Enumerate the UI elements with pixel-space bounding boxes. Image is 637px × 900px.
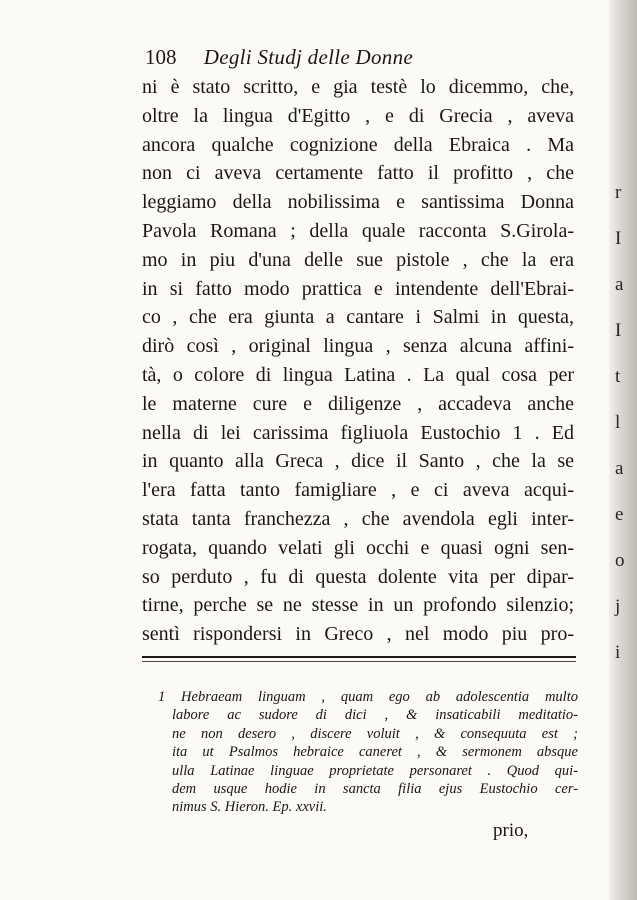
text-line: in si fatto modo prattica e intendente dell'Ebrai-: [142, 277, 574, 300]
text-line: non ci aveva certamente fatto il profitto , che: [142, 162, 574, 185]
text-line: stata tanta franchezza , che avendola egli inter-: [142, 507, 574, 530]
text-line: mo in piu d'una delle sue pistole , che la era: [142, 248, 574, 271]
footnote-line: ita ut Psalmos hebraice caneret , & sermonem absque: [172, 744, 578, 761]
edge-glyph: o: [615, 550, 625, 571]
footnote-rule-thin: [142, 661, 576, 662]
catchword: prio,: [493, 820, 529, 841]
footnote-line: dem usque hodie in sancta filia ejus Eustochio cer-: [172, 780, 578, 797]
footnote-line: ulla Latinae linguae proprietate personaret . Quod qui-: [172, 762, 578, 779]
running-title: Degli Studj delle Donne: [203, 45, 414, 69]
text-line: tà, o colore di lingua Latina . La qual cosa per: [142, 363, 574, 386]
text-line: ni è stato scritto, e gia testè lo dicemmo, che,: [142, 76, 574, 98]
text-line: so perduto , fu di questa dolente vita per dipar-: [142, 565, 574, 588]
edge-glyph: e: [615, 504, 624, 525]
footnote-line: nimus S. Hieron. Ep. xxvii.: [172, 799, 327, 816]
footnote-line: ne non desero , discere voluit , & consequuta est ;: [172, 725, 578, 742]
footnote-rule: [142, 656, 576, 658]
text-line: ancora qualche cognizione della Ebraica . Ma: [142, 133, 574, 156]
text-line: dirò così , original lingua , senza alcuna affini-: [142, 335, 574, 358]
edge-glyph: j: [615, 596, 621, 617]
edge-glyph: a: [615, 274, 624, 295]
page-number: 108: [145, 45, 177, 69]
edge-glyph: I: [615, 320, 622, 341]
edge-glyph: i: [615, 642, 621, 663]
edge-glyph: r: [615, 182, 622, 203]
footnote: [158, 688, 578, 817]
text-line: oltre la lingua d'Egitto , e di Grecia , aveva: [142, 104, 574, 127]
facing-page-letters: [615, 170, 635, 676]
text-line: rogata, quando velati gli occhi e quasi ogni sen-: [142, 536, 574, 559]
edge-glyph: a: [615, 458, 624, 479]
text-line: nella di lei carissima figliuola Eustochio 1 . Ed: [142, 421, 574, 444]
text-line: in quanto alla Greca , dice il Santo , che la se: [142, 450, 574, 473]
text-line: leggiamo della nobilissima e santissima Donna: [142, 191, 574, 214]
text-line: sentì rispondersi in Greco , nel modo piu pro-: [142, 623, 574, 646]
text-line: tirne, perche se ne stesse in un profondo silenzio;: [142, 594, 574, 617]
text-line: l'era fatta tanto famigliare , e ci aveva acqui-: [142, 479, 574, 502]
body-text: [142, 73, 574, 649]
footnote-line: 1 Hebraeam linguam , quam ego ab adolescentia multo: [158, 689, 578, 705]
text-line: le materne cure e diligenze , accadeva anche: [142, 392, 574, 415]
edge-glyph: I: [615, 228, 622, 249]
facing-page-edge: [609, 0, 637, 900]
text-line: Pavola Romana ; della quale racconta S.Girola-: [142, 219, 574, 242]
text-line: co , che era giunta a cantare i Salmi in questa,: [142, 306, 574, 329]
edge-glyph: l: [615, 412, 621, 433]
edge-glyph: t: [615, 366, 621, 387]
footnote-line: labore ac sudore di dici , & insaticabili meditatio-: [172, 707, 578, 724]
running-head: [145, 42, 585, 72]
